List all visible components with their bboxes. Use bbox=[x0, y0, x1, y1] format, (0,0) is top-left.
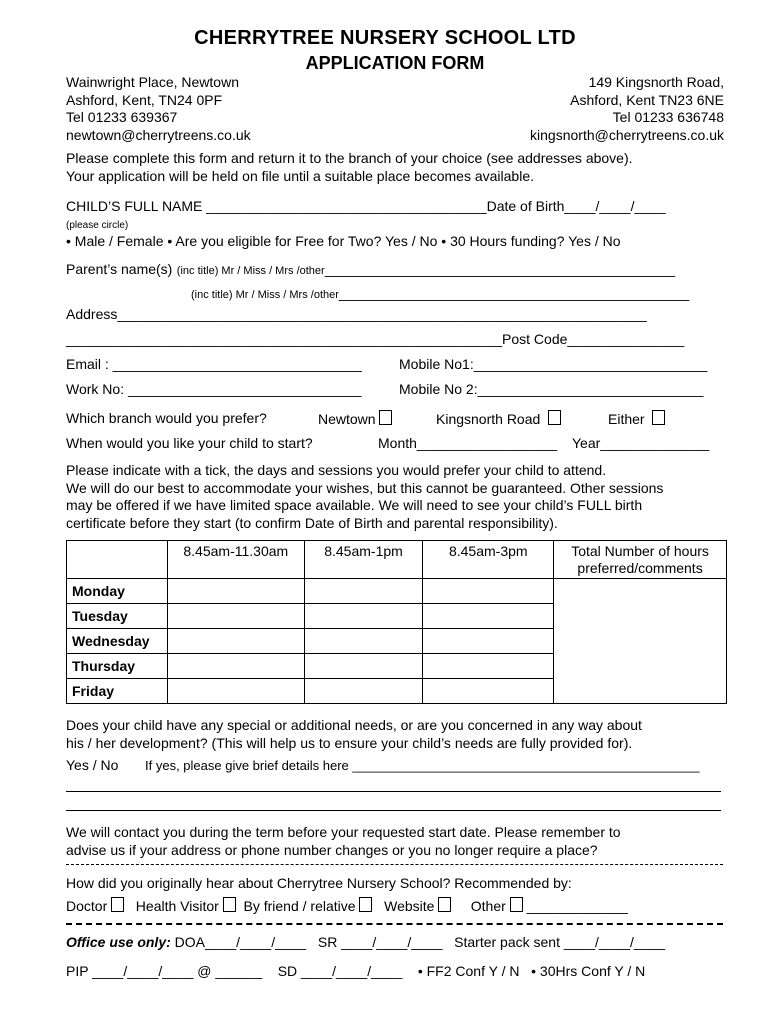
referral-question: How did you originally hear about Cherrytree Nursery School? Recommended by: bbox=[66, 875, 572, 891]
other-checkbox[interactable] bbox=[510, 897, 523, 912]
right-branch-tel: Tel 01233 636748 bbox=[612, 109, 724, 125]
parent-label: Parent’s name(s) bbox=[66, 261, 173, 277]
parent-title-hint: (inc title) Mr / Miss / Mrs /other bbox=[176, 265, 325, 277]
day-wednesday: Wednesday bbox=[67, 629, 168, 654]
contact-note bbox=[66, 824, 621, 859]
office-use-label: Office use only: bbox=[66, 934, 171, 950]
col-header-total-line2: preferred/comments bbox=[577, 560, 703, 576]
sessions-table bbox=[66, 540, 727, 704]
cell-monday-1pm[interactable] bbox=[304, 579, 423, 604]
office-pip[interactable]: PIP ____/____/____ @ ______ bbox=[66, 963, 263, 979]
school-name: CHERRYTREE NURSERY SCHOOL LTD bbox=[194, 27, 576, 49]
branch-option-newtown[interactable] bbox=[318, 410, 392, 427]
office-sr[interactable]: SR ____/____/____ bbox=[317, 934, 443, 950]
day-thursday: Thursday bbox=[67, 654, 168, 679]
cell-friday-3pm[interactable] bbox=[423, 679, 554, 704]
needs-blank-line-1[interactable] bbox=[66, 791, 721, 792]
needs-question bbox=[66, 717, 642, 752]
office-starter-pack[interactable]: Starter pack sent ____/____/____ bbox=[454, 934, 666, 950]
child-name-field[interactable]: CHILD’S FULL NAME ____________________________________Date of Birth____/____/____ bbox=[66, 198, 666, 214]
cell-tuesday-morning[interactable] bbox=[167, 604, 304, 629]
parent-name-field-2[interactable] bbox=[191, 285, 689, 303]
cell-friday-morning[interactable] bbox=[167, 679, 304, 704]
address-field[interactable] bbox=[66, 306, 647, 322]
needs-line1: Does your child have any special or additional needs, or are you concerned in any way about bbox=[66, 717, 642, 733]
left-branch-address bbox=[66, 74, 251, 144]
cell-thursday-3pm[interactable] bbox=[423, 654, 554, 679]
referral-options bbox=[66, 897, 628, 914]
right-branch-email: kingsnorth@cherrytreens.co.uk bbox=[530, 126, 724, 143]
right-branch-address bbox=[530, 74, 724, 144]
form-title: APPLICATION FORM bbox=[305, 53, 485, 73]
referral-other[interactable] bbox=[471, 898, 628, 914]
mobile2-field[interactable]: Mobile No 2:_____________________________ bbox=[399, 381, 704, 397]
sessions-intro-line1: Please indicate with a tick, the days and sessions you would prefer your child to attend. bbox=[66, 462, 607, 478]
contact-note-line2: advise us if your address or phone number changes or you no longer require a place? bbox=[66, 841, 598, 858]
day-tuesday: Tuesday bbox=[67, 604, 168, 629]
referral-doctor[interactable] bbox=[66, 898, 124, 914]
address-line-1: ____________________________________________________________________ bbox=[117, 306, 647, 322]
table-row bbox=[67, 579, 727, 604]
intro-text bbox=[66, 150, 633, 185]
cell-friday-1pm[interactable] bbox=[304, 679, 423, 704]
address-label: Address bbox=[66, 306, 118, 322]
office-use-row-2 bbox=[66, 963, 645, 979]
table-corner bbox=[67, 541, 168, 579]
mobile1-field[interactable]: Mobile No1:______________________________ bbox=[399, 356, 708, 372]
left-branch-line2: Ashford, Kent, TN24 0PF bbox=[66, 91, 223, 108]
branch-option-kingsnorth[interactable] bbox=[436, 410, 561, 427]
needs-blank-line-2[interactable] bbox=[66, 810, 721, 811]
referral-friend[interactable] bbox=[243, 898, 372, 914]
parent-title-hint-2: (inc title) Mr / Miss / Mrs /other bbox=[191, 289, 339, 301]
divider-dashed bbox=[66, 864, 723, 865]
newtown-label: Newtown bbox=[318, 411, 376, 427]
col-header-morning: 8.45am-11.30am bbox=[167, 541, 304, 579]
office-30hrs-conf[interactable]: • 30Hrs Conf Y / N bbox=[531, 963, 646, 979]
friend-label: By friend / relative bbox=[243, 898, 356, 914]
health-visitor-checkbox[interactable] bbox=[223, 897, 236, 912]
website-checkbox[interactable] bbox=[438, 897, 451, 912]
intro-line1: Please complete this form and return it to the branch of your choice (see addresses above). bbox=[66, 150, 633, 166]
either-label: Either bbox=[608, 411, 645, 427]
sessions-intro-line4: certificate before they start (to confirm Date of Birth and parental responsibility). bbox=[66, 514, 558, 531]
other-label: Other bbox=[470, 898, 506, 914]
left-branch-email: newtown@cherrytreens.co.uk bbox=[66, 126, 251, 143]
kingsnorth-checkbox[interactable] bbox=[548, 410, 561, 425]
col-header-to-3pm: 8.45am-3pm bbox=[423, 541, 554, 579]
start-month-field[interactable]: Month__________________ bbox=[378, 435, 558, 451]
needs-line2: his / her development? (This will help us to ensure your child’s needs are fully provided for). bbox=[66, 734, 633, 751]
left-branch-tel: Tel 01233 639367 bbox=[66, 109, 178, 125]
divider-office bbox=[66, 923, 723, 925]
work-phone-field[interactable]: Work No: ______________________________ bbox=[66, 381, 362, 397]
parent-line-1: _____________________________________________ bbox=[324, 261, 676, 277]
branch-option-either[interactable] bbox=[608, 410, 665, 427]
please-circle-note: (please circle) bbox=[66, 220, 129, 231]
comments-cell[interactable] bbox=[554, 579, 727, 704]
office-sd[interactable]: SD ____/____/____ bbox=[277, 963, 403, 979]
col-header-total-hours bbox=[554, 541, 727, 579]
website-label: Website bbox=[384, 898, 435, 914]
day-monday: Monday bbox=[67, 579, 168, 604]
cell-wednesday-1pm[interactable] bbox=[304, 629, 423, 654]
doctor-checkbox[interactable] bbox=[111, 897, 124, 912]
needs-yes-no[interactable]: Yes / No bbox=[66, 757, 119, 773]
col-header-to-1pm: 8.45am-1pm bbox=[304, 541, 423, 579]
cell-tuesday-1pm[interactable] bbox=[304, 604, 423, 629]
cell-wednesday-morning[interactable] bbox=[167, 629, 304, 654]
referral-health-visitor[interactable] bbox=[136, 898, 236, 914]
other-text-field[interactable]: _____________ bbox=[526, 898, 628, 914]
either-checkbox[interactable] bbox=[652, 410, 665, 425]
cell-thursday-1pm[interactable] bbox=[304, 654, 423, 679]
friend-checkbox[interactable] bbox=[359, 897, 372, 912]
office-ff2-conf[interactable]: • FF2 Conf Y / N bbox=[417, 963, 520, 979]
cell-wednesday-3pm[interactable] bbox=[423, 629, 554, 654]
left-branch-line1: Wainwright Place, Newtown bbox=[66, 74, 239, 90]
cell-monday-3pm[interactable] bbox=[423, 579, 554, 604]
sessions-intro-line2: We will do our best to accommodate your wishes, but this cannot be guaranteed. Other sessions bbox=[66, 479, 664, 496]
intro-line2: Your application will be held on file until a suitable place becomes available. bbox=[66, 167, 535, 184]
kingsnorth-label: Kingsnorth Road bbox=[436, 411, 541, 427]
cell-thursday-morning[interactable] bbox=[167, 654, 304, 679]
needs-details-field[interactable]: If yes, please give brief details here ________________________________________________ bbox=[145, 758, 700, 773]
office-doa[interactable]: DOA____/____/____ bbox=[174, 934, 307, 950]
right-branch-line2: Ashford, Kent TN23 6NE bbox=[570, 91, 724, 108]
day-friday: Friday bbox=[67, 679, 168, 704]
parent-line-2: _____________________________________________ bbox=[338, 285, 690, 301]
doctor-label: Doctor bbox=[66, 898, 108, 914]
sessions-intro bbox=[66, 462, 663, 532]
referral-website[interactable] bbox=[384, 898, 451, 914]
newtown-checkbox[interactable] bbox=[379, 410, 392, 425]
right-branch-line1: 149 Kingsnorth Road, bbox=[588, 74, 724, 90]
contact-note-line1: We will contact you during the term before your requested start date. Please remember to bbox=[66, 824, 621, 840]
cell-monday-morning[interactable] bbox=[167, 579, 304, 604]
parent-name-field-1[interactable] bbox=[66, 261, 675, 279]
office-use-row-1 bbox=[66, 934, 665, 950]
health-visitor-label: Health Visitor bbox=[135, 898, 219, 914]
sessions-intro-line3: may be offered if we have limited space available. We will need to see your child’s FULL birth bbox=[66, 497, 643, 513]
start-year-field[interactable]: Year______________ bbox=[572, 435, 710, 451]
cell-tuesday-3pm[interactable] bbox=[423, 604, 554, 629]
branch-question: Which branch would you prefer? bbox=[66, 410, 267, 426]
address-postcode-field[interactable]: ________________________________________________________Post Code_______________ bbox=[66, 331, 685, 347]
email-field[interactable]: Email : ________________________________ bbox=[66, 356, 362, 372]
child-options-line[interactable]: • Male / Female • Are you eligible for Free for Two? Yes / No • 30 Hours funding? Yes / No bbox=[66, 233, 621, 249]
start-question: When would you like your child to start? bbox=[66, 435, 313, 451]
col-header-total-line1: Total Number of hours bbox=[571, 543, 709, 559]
